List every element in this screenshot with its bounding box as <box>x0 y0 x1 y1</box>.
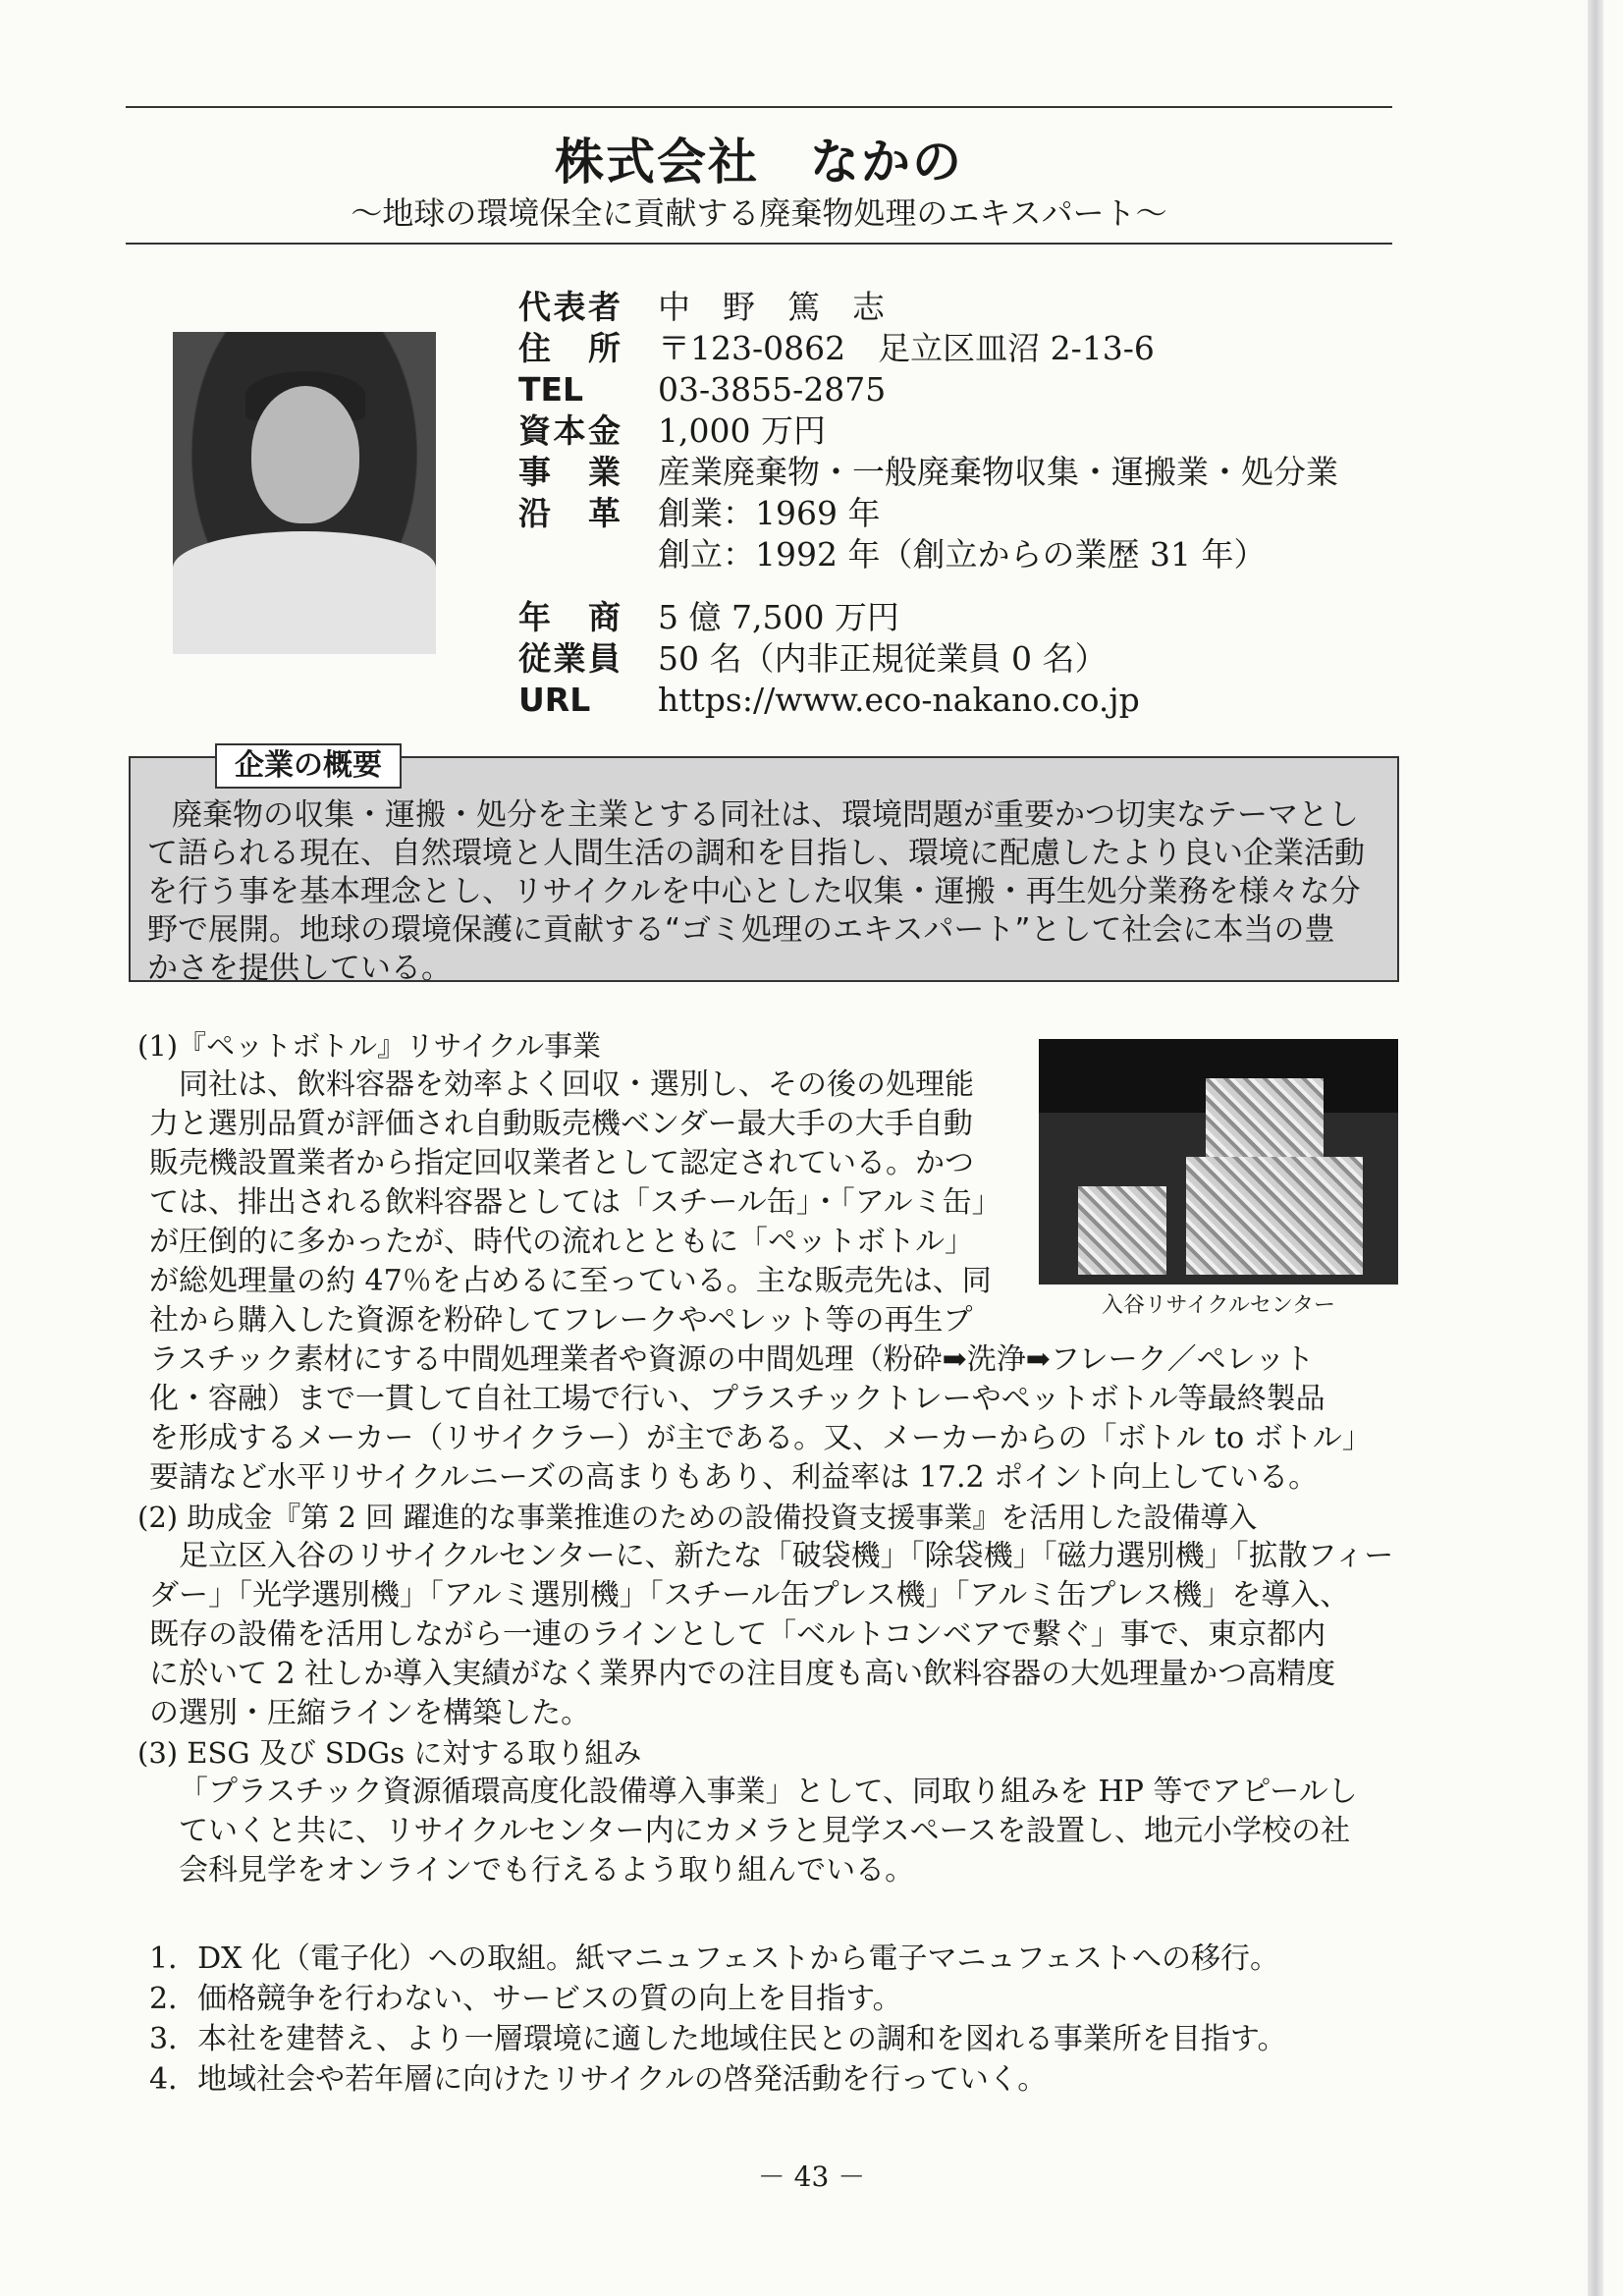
overview-line: かさを提供している。 <box>147 951 452 986</box>
body-line: ては、排出される飲料容器としては「スチール缶」・「アルミ缶」 <box>149 1185 1001 1220</box>
info-value: 産業廃棄物・一般廃棄物収集・運搬業・処分業 <box>658 453 1338 491</box>
body-line: に於いて 2 社しか導入実績がなく業界内での注目度も高い飲料容器の大処理量かつ高精度 <box>149 1657 1336 1691</box>
info-label: 資本金 <box>518 411 621 450</box>
body-line: 「プラスチック資源循環高度化設備導入事業」として、同取り組みを HP 等でアピールし <box>179 1775 1358 1809</box>
body-line: の選別・圧縮ラインを構築した。 <box>149 1696 591 1730</box>
body-line: が総処理量の約 47％を占めるに至っている。主な販売先は、同 <box>149 1264 992 1298</box>
body-line: 同社は、飲料容器を効率よく回収・選別し、その後の処理能 <box>149 1067 974 1102</box>
body-line: ダー」「光学選別機」「アルミ選別機」「スチール缶プレス機」「アルミ缶プレス機」を導入、 <box>149 1578 1350 1613</box>
page-edge-shadow <box>1588 0 1603 2296</box>
info-value: 創業：1969 年 <box>658 494 881 532</box>
info-label: 年商 <box>518 598 621 636</box>
photo-caption: 入谷リサイクルセンター <box>1101 1293 1336 1318</box>
overview-label: 企業の概要 <box>215 743 402 789</box>
info-label: URL <box>518 681 591 719</box>
body-line: 販売機設置業者から指定回収業者として認定されている。かつ <box>149 1146 974 1180</box>
body-line: 足立区入谷のリサイクルセンターに、新たな「破袋機」「除袋機」「磁力選別機」「拡散フィー <box>149 1539 1394 1573</box>
info-value: 〒123-0862 足立区皿沼 2-13-6 <box>658 329 1155 367</box>
info-label: 住所 <box>518 329 621 367</box>
page-number: － 43 － <box>757 2160 866 2193</box>
section-heading: (3) ESG 及び SDGs に対する取り組み <box>137 1736 642 1770</box>
info-value: 創立：1992 年（創立からの業歴 31 年） <box>658 535 1267 574</box>
info-value: 1,000 万円 <box>658 411 826 450</box>
representative-photo <box>173 332 436 654</box>
body-line: 社から購入した資源を粉砕してフレークやペレット等の再生プ <box>149 1303 973 1338</box>
body-line: ていくと共に、リサイクルセンター内にカメラと見学スペースを設置し、地元小学校の社 <box>179 1814 1351 1848</box>
info-label: 従業員 <box>518 639 621 678</box>
overview-line: て語られる現在、自然環境と人間生活の調和を目指し、環境に配慮したより良い企業活動 <box>147 836 1365 871</box>
goal-item: 4．地域社会や若年層に向けたリサイクルの啓発活動を行っていく。 <box>149 2062 1048 2097</box>
goal-item: 3．本社を建替え、より一層環境に適した地域住民との調和を図れる事業所を目指す。 <box>149 2022 1287 2056</box>
info-label: TEL <box>518 370 584 409</box>
overview-line: を行う事を基本理念とし、リサイクルを中心とした収集・運搬・再生処分業務を様々な分 <box>147 874 1361 909</box>
title-bottom-rule <box>126 243 1392 245</box>
info-value: https://www.eco-nakano.co.jp <box>658 681 1140 719</box>
overview-line: 野で展開。地球の環境保護に貢献する“ゴミ処理のエキスパート”として社会に本当の豊 <box>147 912 1335 948</box>
info-value: 中 野 篤 志 <box>658 288 885 326</box>
page-title: 株式会社 なかの <box>555 134 963 191</box>
info-label: 代表者 <box>518 288 621 326</box>
body-line: が圧倒的に多かったが、時代の流れとともに「ペットボトル」 <box>149 1225 974 1259</box>
info-label: 事業 <box>518 453 621 491</box>
goal-item: 1．DX 化（電子化）への取組。紙マニュフェストから電子マニュフェストへの移行。 <box>149 1941 1280 1976</box>
body-line: 会科見学をオンラインでも行えるよう取り組んでいる。 <box>179 1853 915 1887</box>
body-line: 化・容融）まで一貫して自社工場で行い、プラスチックトレーやペットボトル等最終製品 <box>149 1382 1325 1416</box>
info-value: 5 億 7,500 万円 <box>658 598 899 636</box>
top-rule <box>126 106 1392 108</box>
info-value: 03-3855-2875 <box>658 370 887 409</box>
section-heading: (2) 助成金『第 2 回 躍進的な事業推進のための設備投資支援事業』を活用した設備導入 <box>137 1501 1258 1534</box>
info-value: 50 名（内非正規従業員 0 名） <box>658 639 1108 678</box>
body-line: 力と選別品質が評価され自動販売機ベンダー最大手の大手自動 <box>149 1107 973 1141</box>
body-line: ラスチック素材にする中間処理業者や資源の中間処理（粉砕➡洗浄➡フレーク／ペレット <box>149 1342 1315 1377</box>
overview-line: 廃棄物の収集・運搬・処分を主業とする同社は、環境問題が重要かつ切実なテーマとし <box>172 797 1359 833</box>
info-label: 沿革 <box>518 494 621 532</box>
page-subtitle: ～地球の環境保全に貢献する廃棄物処理のエキスパート～ <box>351 194 1167 232</box>
goal-item: 2．価格競争を行わない、サービスの質の向上を目指す。 <box>149 1982 902 2016</box>
recycle-center-photo <box>1039 1039 1398 1285</box>
body-line: 既存の設備を活用しながら一連のラインとして「ベルトコンベアで繋ぐ」事で、東京都内 <box>149 1617 1326 1652</box>
section-heading: (1)『ペットボトル』リサイクル事業 <box>137 1029 602 1063</box>
body-line: 要請など水平リサイクルニーズの高まりもあり、利益率は 17.2 ポイント向上している。 <box>149 1460 1319 1495</box>
body-line: を形成するメーカー（リサイクラー）が主である。又、メーカーからの「ボトル to ボトル」 <box>149 1421 1372 1455</box>
